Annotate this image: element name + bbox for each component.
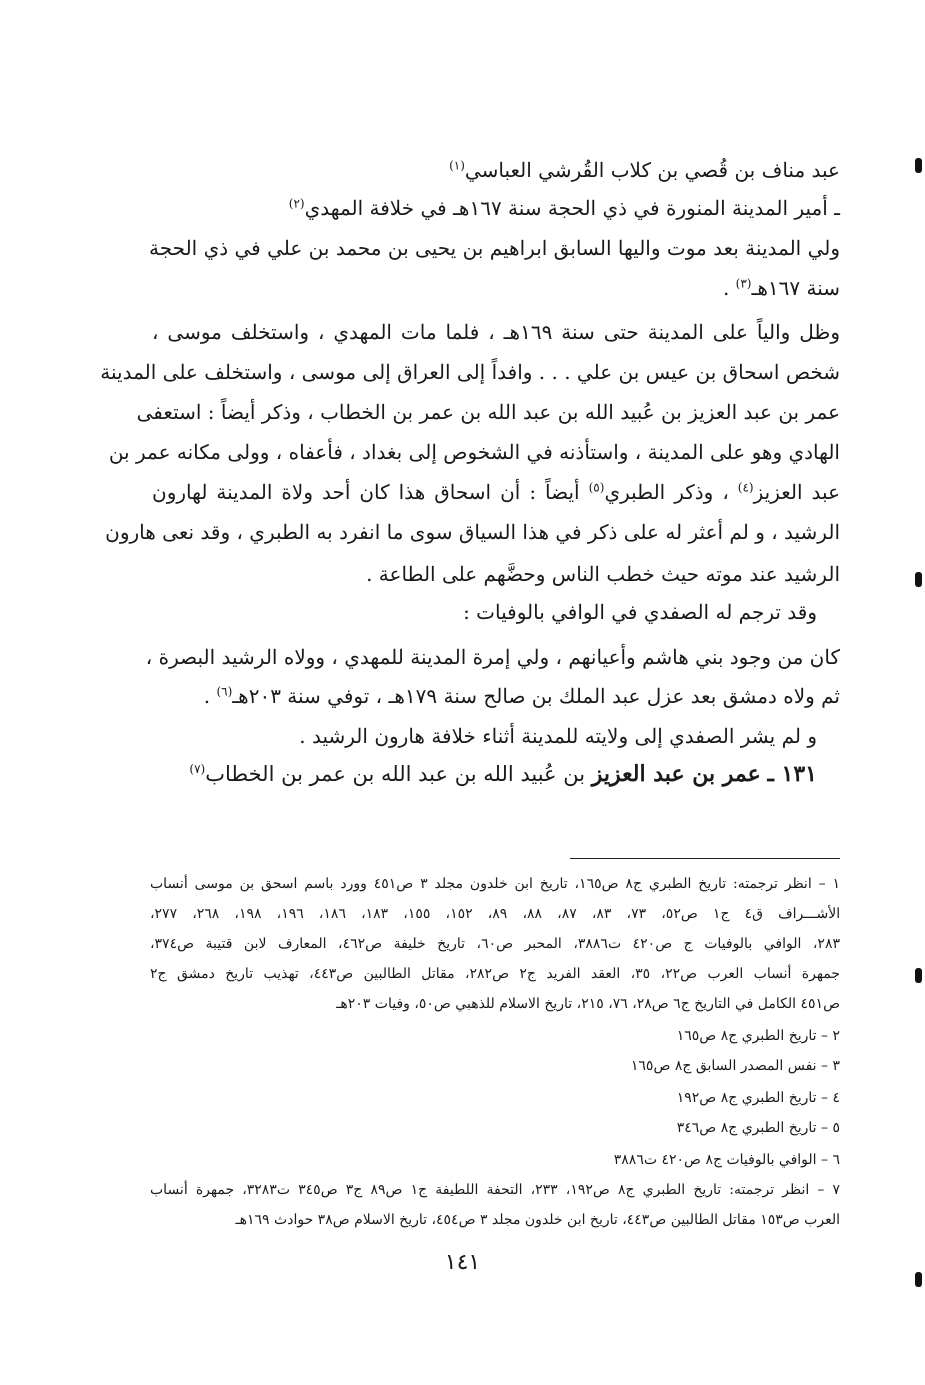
footnote-text: ٣ – نفس المصدر السابق ج٨ ص١٦٥ — [630, 1058, 840, 1074]
footnote-ref[interactable]: (٥) — [588, 480, 605, 495]
body-line-8 — [108, 440, 840, 464]
line-text: أيضاً : أن اسحاق هذا كان أحد ولاة المدينة لهارون — [152, 480, 589, 504]
footnote-ref[interactable]: (٧) — [189, 762, 206, 776]
line-text: ولي المدينة بعد موت واليها السابق ابراهيم بن يحيى بن محمد بن علي في ذي الحجة — [149, 236, 840, 260]
footnote-line-11 — [150, 1182, 840, 1198]
body-line-14 — [204, 684, 840, 708]
page-number: ١٤١ — [444, 1250, 481, 1275]
footnote-text: الأشـــراف ق٤ ج١ ص٥٢، ٧٣، ٨٣، ٨٧، ٨٨، ٨٩، ١٥٢، ١٥٥، ١٨٣، ١٨٦، ١٩٦، ١٩٨، ٢٦٨، ٢٧٧، — [150, 906, 841, 922]
line-text: الرشيد عند موته حيث خطب الناس وحضَّهم على الطاعة . — [366, 562, 840, 586]
line-text: . — [203, 684, 217, 708]
footnote-text: ص٤٥١ الكامل في التاريخ ج٦ ص٢٨، ٧٦، ٢١٥، تاريخ الاسلام للذهبي ص٥٠، وفيات ٢٠٣هـ — [336, 996, 840, 1012]
binding-mark — [915, 968, 922, 983]
body-line-15 — [299, 724, 817, 748]
entry-lineage: بن عُبيد الله بن عبد الله بن عمر بن الخطاب — [205, 762, 592, 786]
body-line-10 — [105, 520, 840, 544]
body-line-5 — [152, 320, 840, 344]
footnote-text: العرب ص١٥٣ مقاتل الطالبين ص٤٤٣، تاريخ ابن خلدون مجلد ٣ ص٤٥٤، تاريخ الاسلام ص٣٨ حوادث ١٦٩هـ — [235, 1212, 840, 1228]
footnote-line-2 — [150, 906, 840, 922]
footnote-line-6 — [677, 1028, 840, 1044]
footnote-line-5 — [336, 996, 840, 1012]
entry-number: ١٣١ ـ — [767, 761, 817, 787]
body-line-13 — [145, 645, 840, 669]
footnote-line-1 — [150, 876, 840, 892]
entry-heading — [189, 761, 817, 787]
footnote-text: ٦ – الوافي بالوفيات ج٨ ص٤٢٠ ت٣٨٨٦ — [613, 1152, 840, 1168]
body-line-7 — [136, 400, 840, 424]
footnote-line-3 — [150, 936, 840, 952]
line-text: كان من وجود بني هاشم وأعيانهم ، ولي إمرة المدينة للمهدي ، وولاه الرشيد البصرة ، — [145, 645, 840, 669]
binding-mark — [915, 1272, 922, 1287]
body-line-6 — [100, 360, 840, 384]
line-text: ثم ولاه دمشق بعد عزل عبد الملك بن صالح سنة ١٧٩هـ ، توفي سنة ٢٠٣هـ — [232, 684, 840, 708]
footnote-ref[interactable]: (٦) — [216, 684, 233, 699]
body-line-4 — [723, 276, 840, 300]
line-text: سنة ١٦٧هـ — [751, 276, 840, 300]
line-text: عبد العزيز — [753, 480, 841, 504]
line-text: عمر بن عبد العزيز بن عُبيد الله بن عبد الله بن عمر بن الخطاب ، وذكر أيضاً : استعفى — [136, 400, 840, 424]
line-text: وقد ترجم له الصفدي في الوافي بالوفيات : — [463, 600, 817, 624]
body-line-11 — [366, 562, 840, 586]
line-text: وظل والياً على المدينة حتى سنة ١٦٩هـ ، فلما مات المهدي ، واستخلف موسى ، — [152, 320, 840, 344]
footnote-line-4 — [150, 966, 840, 982]
footnote-line-12 — [236, 1212, 840, 1228]
footnote-text: جمهرة أنساب العرب ص٢٢، ٣٥، العقد الفريد ج٢ ص٢٨٢، مقاتل الطالبين ص٤٤٣، تهذيب تاريخ دمشق ج٢ — [150, 966, 841, 982]
body-line-9 — [152, 480, 840, 504]
entry-name: عمر بن عبد العزيز — [591, 761, 761, 787]
line-text: و لم يشر الصفدي إلى ولايته للمدينة أثناء خلافة هارون الرشيد . — [299, 724, 817, 748]
line-text: شخص اسحاق بن عيس بن علي . . . وافداً إلى العراق إلى موسى ، واستخلف على المدينة — [100, 360, 840, 384]
line-text: الهادي وهو على المدينة ، واستأذنه في الشخوص إلى بغداد ، فأعفاه ، وولى مكانه عمر بن — [108, 440, 840, 464]
footnote-text: ١ – انظر ترجمته: تاريخ الطبري ج٨ ص١٦٥، تاريخ ابن خلدون مجلد ٣ ص٤٥١ وورد باسم اسحق بن موسى أنساب — [150, 876, 840, 892]
line-text: الرشيد ، و لم أعثر له على ذكر في هذا السياق سوى ما انفرد به الطبري ، وقد نعى هارون — [105, 520, 840, 544]
footnote-line-9 — [677, 1120, 840, 1136]
footnote-separator — [570, 858, 840, 859]
footnote-ref[interactable]: (٣) — [735, 276, 752, 291]
footnote-ref[interactable]: (٤) — [737, 480, 754, 495]
line-text: ، وذكر الطبري — [604, 480, 738, 504]
body-line-12 — [463, 600, 817, 624]
line-text: ـ أمير المدينة المنورة في ذي الحجة سنة ١٦٧هـ في خلافة المهدي — [304, 196, 840, 220]
footnote-text: ٥ – تاريخ الطبري ج٨ ص٣٤٦ — [676, 1120, 840, 1136]
footnote-text: ٤ – تاريخ الطبري ج٨ ص١٩٢ — [676, 1090, 840, 1106]
body-line-2 — [289, 196, 840, 220]
footnote-text: ٧ – انظر ترجمته: تاريخ الطبري ج٨ ص١٩٢، ٢٣٣، التحفة اللطيفة ج١ ص٨٩ ج٣ ص٣٤٥ ت٣٢٨٣، جمهرة أنساب — [150, 1182, 840, 1198]
footnote-ref[interactable]: (١) — [449, 158, 465, 173]
footnote-text: ٢ – تاريخ الطبري ج٨ ص١٦٥ — [676, 1028, 840, 1044]
footnote-line-8 — [677, 1090, 840, 1106]
footnote-text: ٢٨٣، الوافي بالوفيات ج ص٤٢٠ ت٣٨٨٦، المحبر ص٦٠، تاريخ خليفة ص٤٦٢، المعارف لابن قتيبة ص٣٧٤، — [150, 936, 840, 952]
line-text: . — [722, 276, 736, 300]
footnote-ref[interactable]: (٢) — [288, 196, 305, 211]
binding-mark — [915, 572, 922, 587]
body-line-1 — [449, 158, 840, 182]
footnote-line-10 — [614, 1152, 840, 1168]
line-text: عبد مناف بن قُصي بن كلاب القُرشي العباسي — [464, 158, 840, 182]
footnote-line-7 — [631, 1058, 840, 1074]
binding-mark — [915, 158, 922, 173]
body-line-3 — [149, 236, 840, 260]
